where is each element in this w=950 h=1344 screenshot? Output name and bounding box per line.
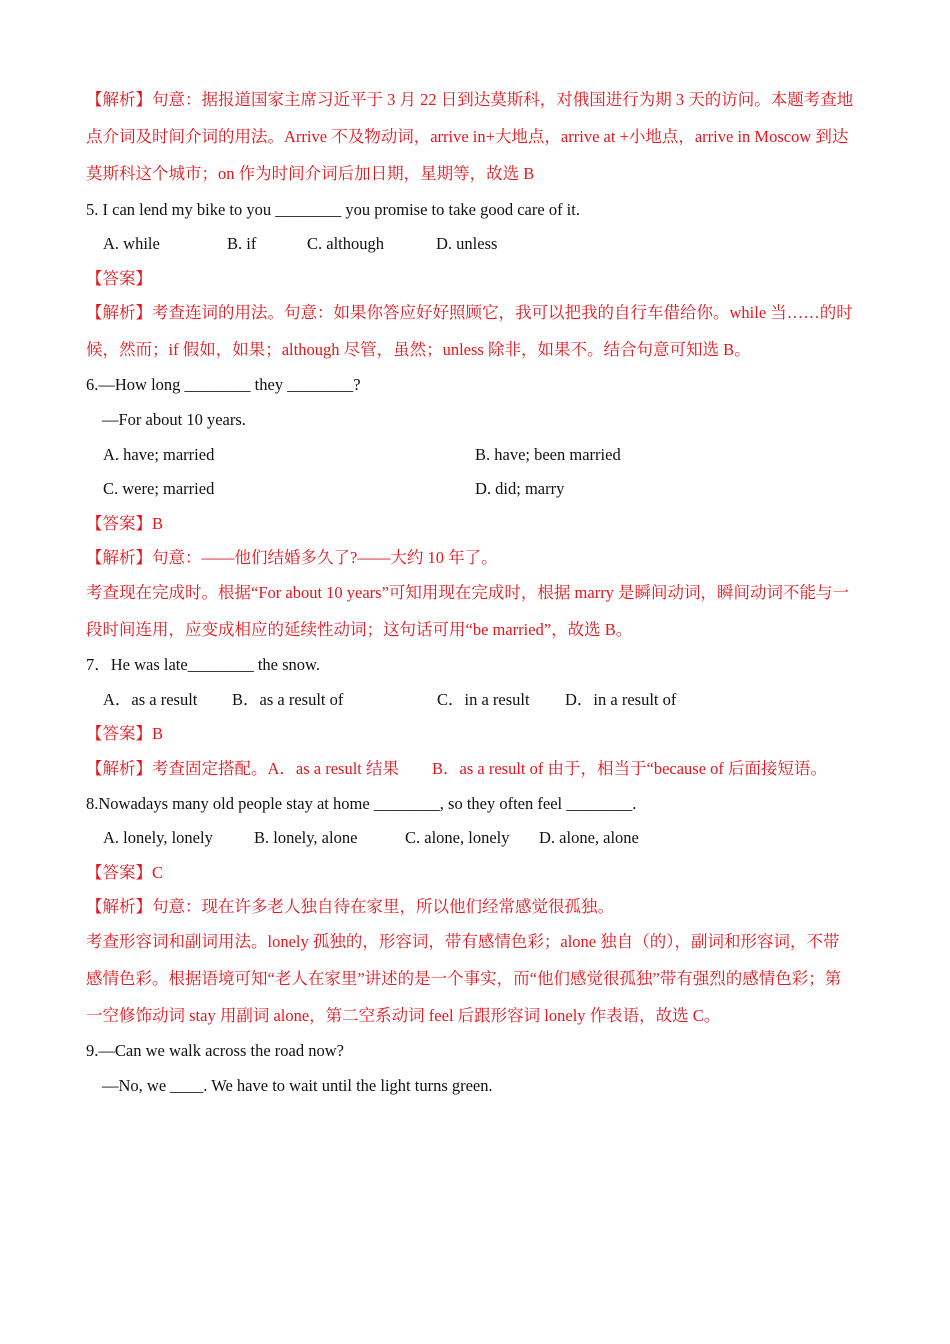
q6-option-b: B. have; been married xyxy=(475,445,621,464)
q4-analysis-line3: 莫斯科这个城市；on 作为时间介词后加日期，星期等，故选 B xyxy=(86,164,535,183)
q7-answer: 【答案】B xyxy=(86,724,164,743)
q5-analysis-line2: 候，然而；if 假如，如果；although 尽管，虽然；unless 除非，如果不。结合句意可知选 B。 xyxy=(86,340,751,359)
q5-option-b: B. if xyxy=(227,234,257,253)
q7-option-b: B．as a result of xyxy=(232,690,344,709)
q8-analysis-line3: 感情色彩。根据语境可知“老人在家里”讲述的是一个事实，而“他们感觉很孤独”带有强烈的感情色彩；第 xyxy=(86,969,842,988)
q6-answer: 【答案】B xyxy=(86,514,164,533)
q7-option-a: A．as a result xyxy=(103,690,198,709)
q6-analysis-line2: 考查现在完成时。根据“For about 10 years”可知用现在完成时，根据 marry 是瞬间动词，瞬间动词不能与一 xyxy=(86,583,850,602)
q8-answer: 【答案】C xyxy=(86,863,164,882)
q5-option-c: C. although xyxy=(307,234,384,253)
q7-option-d: D．in a result of xyxy=(565,690,677,709)
q7-question: 7．He was late________ the snow. xyxy=(86,655,321,674)
q5-answer: 【答案】 xyxy=(86,269,152,288)
q7-analysis-line1: 【解析】考查固定搭配。A．as a result 结果 B．as a result of 由于，相当于“because of 后面接短语。 xyxy=(86,759,828,778)
q6-option-a: A. have; married xyxy=(103,445,215,464)
q7-option-c: C．in a result xyxy=(437,690,530,709)
q6-analysis-line1: 【解析】句意：——他们结婚多久了?——大约 10 年了。 xyxy=(86,548,498,567)
q9-question: 9.—Can we walk across the road now? xyxy=(86,1041,344,1060)
q6-analysis-line3: 段时间连用，应变成相应的延续性动词；这句话可用“be married”，故选 B。 xyxy=(86,620,633,639)
q8-option-a: A. lonely, lonely xyxy=(103,828,213,847)
q5-question: 5. I can lend my bike to you ________ you promise to take good care of it. xyxy=(86,200,580,219)
q8-option-b: B. lonely, alone xyxy=(254,828,358,847)
q4-analysis-line2: 点介词及时间介词的用法。Arrive 不及物动词，arrive in+大地点，arrive at +小地点，arrive in Moscow 到达 xyxy=(86,127,849,146)
q8-analysis-line2: 考查形容词和副词用法。lonely 孤独的，形容词，带有感情色彩；alone 独自（的），副词和形容词，不带 xyxy=(86,932,840,951)
q8-analysis-line4: 一空修饰动词 stay 用副词 alone，第二空系动词 feel 后跟形容词 lonely 作表语，故选 C。 xyxy=(86,1006,721,1025)
q5-option-a: A. while xyxy=(103,234,160,253)
q5-option-d: D. unless xyxy=(436,234,498,253)
q8-option-c: C. alone, lonely xyxy=(405,828,510,847)
q6-option-c: C. were; married xyxy=(103,479,215,498)
q8-option-d: D. alone, alone xyxy=(539,828,639,847)
q5-analysis-line1: 【解析】考查连词的用法。句意：如果你答应好好照顾它，我可以把我的自行车借给你。while 当……的时 xyxy=(86,303,853,322)
q8-question: 8.Nowadays many old people stay at home ________, so they often feel ________. xyxy=(86,794,637,813)
q9-reply: —No, we ____. We have to wait until the light turns green. xyxy=(102,1076,493,1095)
q6-option-d: D. did; marry xyxy=(475,479,565,498)
q4-analysis-line1: 【解析】句意：据报道国家主席习近平于 3 月 22 日到达莫斯科，对俄国进行为期 3 天的访问。本题考查地 xyxy=(86,90,854,109)
q6-reply: —For about 10 years. xyxy=(102,410,246,429)
q6-question: 6.—How long ________ they ________? xyxy=(86,375,361,394)
q8-analysis-line1: 【解析】句意：现在许多老人独自待在家里，所以他们经常感觉很孤独。 xyxy=(86,897,614,916)
